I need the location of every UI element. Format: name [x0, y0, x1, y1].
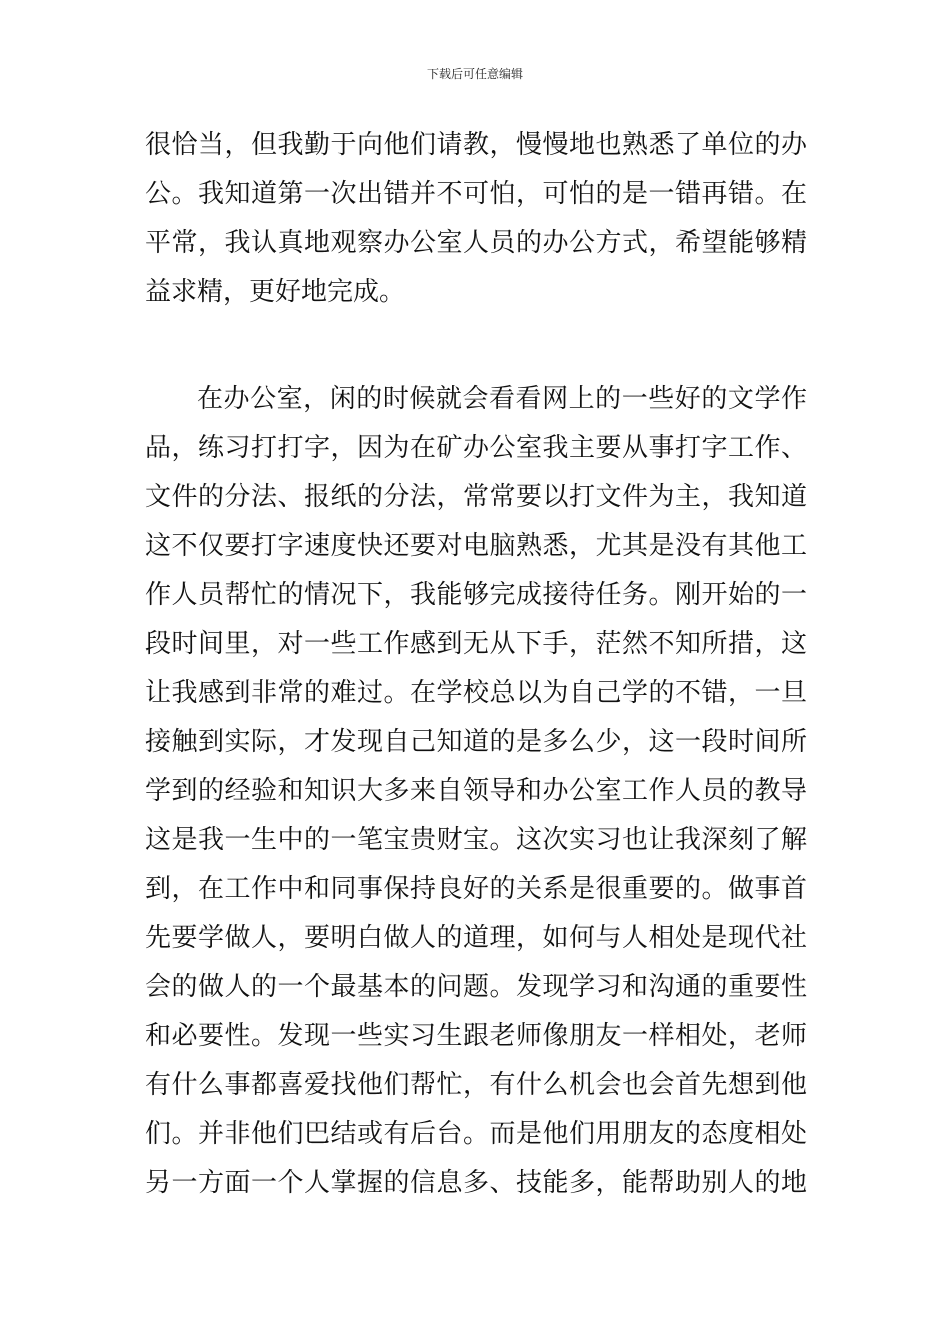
text-line: 平常，我认真地观察办公室人员的办公方式，希望能够精 [145, 228, 807, 258]
text-line: 先要学做人，要明白做人的道理，如何与人相处是现代社 [145, 923, 807, 953]
text-line: 公。我知道第一次出错并不可怕，可怕的是一错再错。在 [145, 179, 807, 209]
text-line: 这不仅要打字速度快还要对电脑熟悉，尤其是没有其他工 [145, 531, 807, 561]
text-line: 很恰当，但我勤于向他们请教，慢慢地也熟悉了单位的办 [145, 130, 807, 160]
text-line: 学到的经验和知识大多来自领导和办公室工作人员的教导 [145, 776, 807, 806]
paragraph-1 [145, 121, 807, 317]
text-line: 文件的分法、报纸的分法，常常要以打文件为主，我知道 [145, 482, 807, 512]
text-line: 有什么事都喜爱找他们帮忙，有什么机会也会首先想到他 [145, 1070, 807, 1100]
text-line: 这是我一生中的一笔宝贵财宝。这次实习也让我深刻了解 [145, 825, 807, 855]
text-line: 段时间里，对一些工作感到无从下手，茫然不知所措，这 [145, 629, 807, 659]
paragraph-2 [145, 375, 807, 1208]
text-line: 让我感到非常的难过。在学校总以为自己学的不错，一旦 [145, 678, 807, 708]
text-line: 另一方面一个人掌握的信息多、技能多，能帮助别人的地 [145, 1168, 807, 1198]
text-line: 品，练习打打字，因为在矿办公室我主要从事打字工作、 [145, 433, 807, 463]
text-line: 在办公室，闲的时候就会看看网上的一些好的文学作 [197, 384, 807, 414]
text-line: 到，在工作中和同事保持良好的关系是很重要的。做事首 [145, 874, 807, 904]
text-line: 作人员帮忙的情况下，我能够完成接待任务。刚开始的一 [145, 580, 807, 610]
text-line: 益求精，更好地完成。 [145, 277, 406, 307]
text-line: 接触到实际，才发现自己知道的是多么少，这一段时间所 [145, 727, 807, 757]
text-line: 们。并非他们巴结或有后台。而是他们用朋友的态度相处 [145, 1119, 807, 1149]
text-line: 和必要性。发现一些实习生跟老师像朋友一样相处，老师 [145, 1021, 807, 1051]
text-line: 会的做人的一个最基本的问题。发现学习和沟通的重要性 [145, 972, 807, 1002]
page-header: 下载后可任意编辑 [426, 67, 523, 81]
